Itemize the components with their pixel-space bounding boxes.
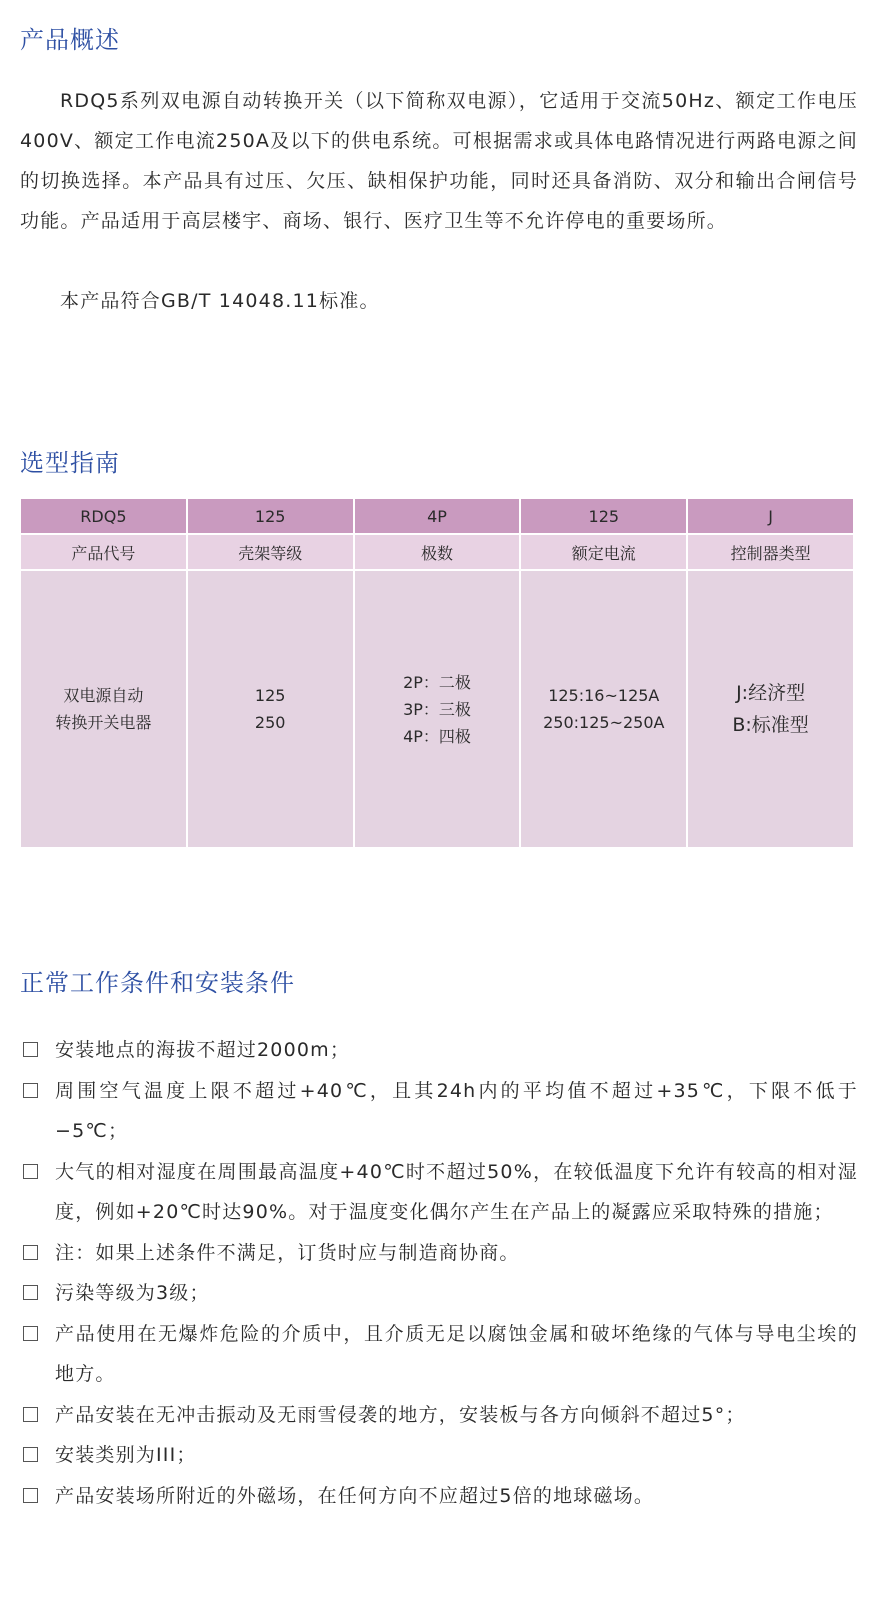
checkbox-icon	[23, 1326, 38, 1341]
overview-standard: 本产品符合GB/T 14048.11标准。	[60, 290, 380, 312]
overview-paragraph: RDQ5系列双电源自动转换开关（以下简称双电源），它适用于交流50Hz、额定工作电压400V、额定工作电流250A及以下的供电系统。可根据需求或具体电路情况进行两路电源之间的切换选择。本产品具有过压、欠压、缺相保护功能，同时还具备消防、双分和输出合闸信号功能。产品适用于高层楼宇、商场、银行、医疗卫生等不允许停电的重要场所。	[20, 90, 858, 232]
list-item	[22, 1273, 858, 1314]
label-cell: 极数	[354, 534, 521, 570]
label-row	[20, 534, 854, 570]
selection-title: 选型指南	[20, 449, 120, 477]
code-cell: 125	[520, 498, 687, 534]
condition-text: 周围空气温度上限不超过+40℃，且其24h内的平均值不超过+35℃，下限不低于−5℃；	[55, 1079, 858, 1142]
list-item	[22, 1476, 858, 1517]
condition-text: 污染等级为3级；	[55, 1282, 210, 1304]
code-cell: J	[687, 498, 854, 534]
checkbox-icon	[23, 1407, 38, 1422]
checkbox-icon	[23, 1245, 38, 1260]
conditions-title: 正常工作条件和安装条件	[20, 969, 295, 997]
list-item	[22, 1435, 858, 1476]
label-cell: 壳架等级	[187, 534, 354, 570]
condition-text: 大气的相对湿度在周围最高温度+40℃时不超过50%，在较低温度下允许有较高的相对湿度，例如+20℃时达90%。对于温度变化偶尔产生在产品上的凝露应采取特殊的措施；	[55, 1160, 858, 1223]
description-line: 125	[254, 686, 286, 705]
condition-text: 安装类别为III；	[55, 1444, 197, 1466]
code-cell: 125	[187, 498, 354, 534]
list-item	[22, 1030, 858, 1071]
description-line: 转换开关电器	[55, 713, 152, 732]
conditions-list	[22, 1030, 858, 1516]
description-cell-current	[520, 570, 687, 848]
checkbox-icon	[23, 1447, 38, 1462]
description-cell-product	[20, 570, 187, 848]
description-line: J:经济型	[736, 682, 806, 704]
selection-table	[19, 497, 855, 849]
checkbox-icon	[23, 1164, 38, 1179]
checkbox-icon	[23, 1042, 38, 1057]
description-row	[20, 570, 854, 848]
description-line: 4P：四极	[403, 726, 471, 746]
list-item	[22, 1152, 858, 1233]
checkbox-icon	[23, 1285, 38, 1300]
description-line: 双电源自动	[63, 686, 144, 705]
description-line: 125:16~125A	[548, 686, 660, 705]
description-line: 2P：二极	[403, 672, 471, 692]
description-cell-frame	[187, 570, 354, 848]
condition-text: 注：如果上述条件不满足，订货时应与制造商协商。	[55, 1241, 520, 1264]
overview-title: 产品概述	[20, 26, 120, 54]
list-item	[22, 1395, 858, 1436]
label-cell: 产品代号	[20, 534, 187, 570]
condition-text: 安装地点的海拔不超过2000m；	[55, 1039, 351, 1061]
description-line: 250:125~250A	[543, 713, 665, 732]
checkbox-icon	[23, 1488, 38, 1503]
condition-text: 产品使用在无爆炸危险的介质中，且介质无足以腐蚀金属和破坏绝缘的气体与导电尘埃的地方。	[55, 1322, 858, 1385]
description-cell-poles	[354, 570, 521, 848]
label-cell: 额定电流	[520, 534, 687, 570]
condition-text: 产品安装在无冲击振动及无雨雪侵袭的地方，安装板与各方向倾斜不超过5°；	[55, 1403, 746, 1426]
label-cell: 控制器类型	[687, 534, 854, 570]
description-line: 250	[254, 713, 286, 732]
description-line: B:标准型	[732, 714, 809, 736]
list-item	[22, 1314, 858, 1395]
description-line: 3P：三极	[403, 699, 471, 719]
code-cell: RDQ5	[20, 498, 187, 534]
code-row	[20, 498, 854, 534]
list-item	[22, 1233, 858, 1274]
condition-text: 产品安装场所附近的外磁场，在任何方向不应超过5倍的地球磁场。	[55, 1484, 655, 1507]
list-item	[22, 1071, 858, 1152]
description-cell-controller	[687, 570, 854, 848]
checkbox-icon	[23, 1083, 38, 1098]
code-cell: 4P	[354, 498, 521, 534]
